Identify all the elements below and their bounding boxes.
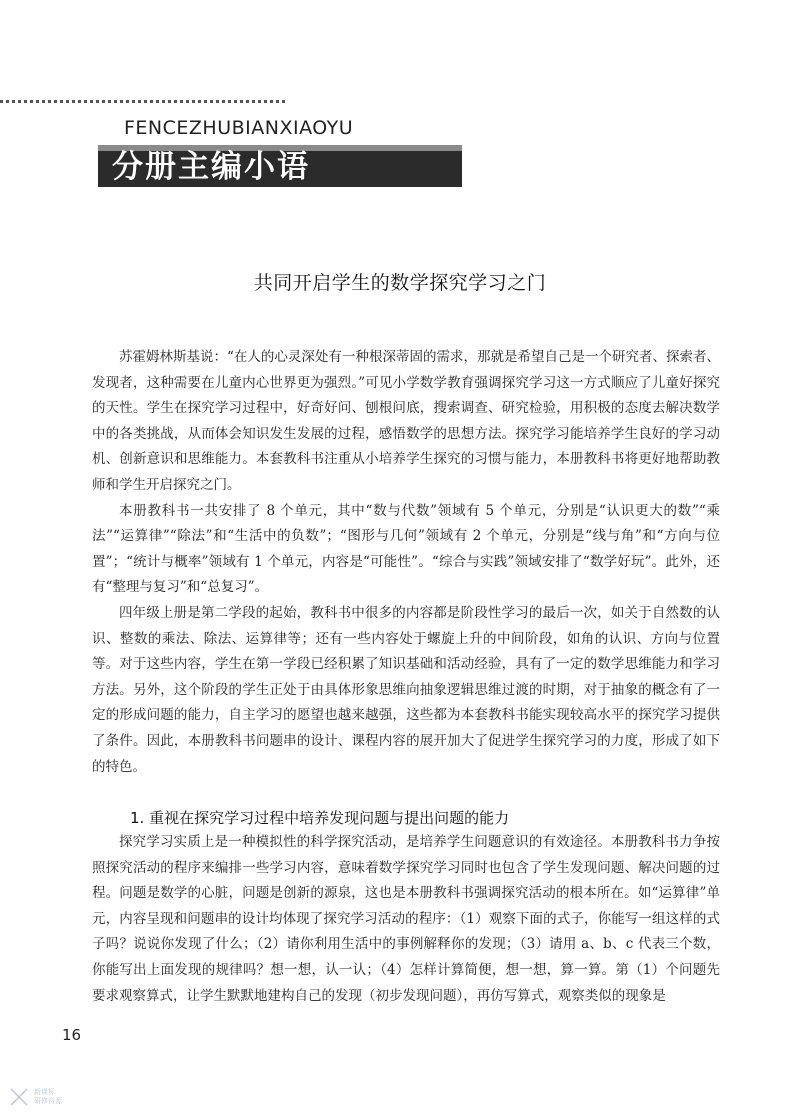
watermark-line-1: 新课标 bbox=[34, 1088, 55, 1096]
page-number: 16 bbox=[62, 1026, 82, 1044]
section-title: 分册主编小语 bbox=[112, 149, 310, 185]
subheading: 1. 重视在探究学习过程中培养发现问题与提出问题的能力 bbox=[130, 809, 510, 828]
watermark-line-2: 研修资源 bbox=[34, 1097, 62, 1105]
article-title: 共同开启学生的数学探究学习之门 bbox=[253, 272, 547, 294]
paragraph-4: 探究学习实质上是一种模拟性的科学探究活动，是培养学生问题意识的有效途径。本册教科书力争按照探究活动的程序来编排一些学习内容，意味着数学探究学习同时也包含了学生发现问题、解决问题的过程。问题是数学的心脏，问题是创新的源泉，这也是本册教科书强调探究活动的根本所在。如“运算律”单元，内容呈现和问题串的设计均体现了探究学习活动的程序：（1）观察下面的式子，你能写一组这样的式子吗？说说你发现了什么；（2）请你利用生活中的事例解释你的发现；（3）请用 a、b、c 代表三个数，你能写出上面发现的规律吗？想一想，认一认；（4）怎样计算简便，想一想，算一算。第（1）个问题先要求观察算式，让学生默默地建构自己的发现（初步发现问题），再仿写算式，观察类似的现象是 bbox=[92, 834, 720, 1004]
watermark-text bbox=[34, 1088, 62, 1106]
dotted-rule bbox=[0, 100, 285, 103]
paragraph-3: 四年级上册是第二学段的起始，教科书中很多的内容都是阶段性学习的最后一次，如关于自然数的认识、整数的乘法、除法、运算律等；还有一些内容处于螺旋上升的中间阶段，如角的认识、方向与位置等。对于这些内容，学生在第一学段已经积累了知识基础和活动经验，具有了一定的数学思维能力和学习方法。另外，这个阶段的学生正处于由具体形象思维向抽象逻辑思维过渡的时期，对于抽象的概念有了一定的形成问题的能力，自主学习的愿望也越来越强，这些都为本套教科书能实现较高水平的探究学习提供了条件。因此，本册教科书问题串的设计、课程内容的展开加大了促进学生探究学习的力度，形成了如下的特色。 bbox=[92, 604, 720, 775]
watermark-logo-icon bbox=[8, 1086, 30, 1108]
section-pinyin: FENCEZHUBIANXIAOYU bbox=[124, 117, 354, 139]
paragraph-1: 苏霍姆林斯基说：“在人的心灵深处有一种根深蒂固的需求，那就是希望自己是一个研究者、探索者、发现者，这种需要在儿童内心世界更为强烈。”可见小学数学教育强调探究学习这一方式顺应了儿童好探究的天性。学生在探究学习过程中，好奇好问、刨根问底，搜索调查、研究检验，用积极的态度去解决数学中的各类挑战，从而体会知识发生发展的过程，感悟数学的思想方法。探究学习能培养学生良好的学习动机、创新意识和思维能力。本套教科书注重从小培养学生探究的习惯与能力，本册教科书将更好地帮助教师和学生开启探究之门。 bbox=[92, 349, 720, 493]
watermark bbox=[8, 1082, 118, 1112]
paragraph-2: 本册教科书一共安排了 8 个单元，其中“数与代数”领域有 5 个单元，分别是“认识更大的数”“乘法”“运算律”“除法”和“生活中的负数”；“图形与几何”领域有 2 个单元，分别是“线与角”和“方向与位置”；“统计与概率”领域有 1 个单元，内容是“可能性”。“综合与实践”领域安排了“数学好玩”。此外，还有“整理与复习”和“总复习”。 bbox=[92, 502, 720, 596]
article-body bbox=[92, 345, 720, 1009]
